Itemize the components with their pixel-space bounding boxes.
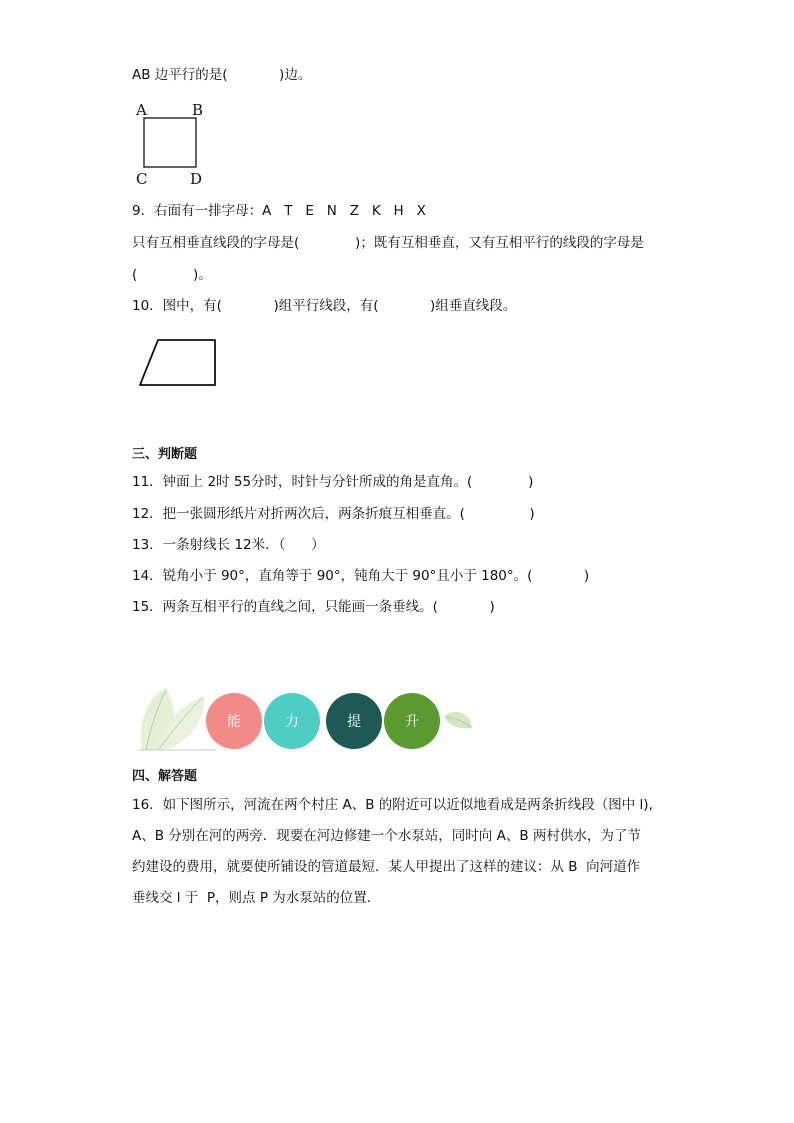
question-10: 10．图中，有( )组平行线段，有( )组垂直线段。 — [132, 298, 517, 314]
question-9-line3: ( )。 — [132, 267, 212, 283]
leaf-decoration-left — [136, 684, 216, 752]
banner-circle-2 — [264, 693, 320, 749]
question-12: 12．把一张圆形纸片对折两次后，两条折痕互相垂直。( ) — [132, 506, 535, 522]
banner-circle-3 — [326, 693, 382, 749]
question-13: 13．一条射线长 12米．（ ） — [132, 537, 325, 553]
trapezoid — [140, 340, 215, 385]
question-15: 15．两条互相平行的直线之间，只能画一条垂线。( ) — [132, 599, 495, 615]
banner-circle-1-text: 能 — [227, 714, 241, 730]
leaf-decoration-right — [442, 708, 474, 734]
question-9-line1: 9．右面有一排字母：A T E N Z K H X — [132, 203, 426, 219]
question-16-line4: 垂线交 l 于 P，则点 P 为水泵站的位置． — [132, 890, 381, 906]
label-a: A — [136, 101, 147, 119]
banner-circle-3-text: 提 — [347, 714, 361, 730]
square-figure — [132, 98, 212, 190]
question-8-tail: AB 边平行的是( )边。 — [132, 67, 312, 83]
question-16-line1: 16．如下图所示，河流在两个村庄 A、B 的附近可以近似地看成是两条折线段（图中 l), — [132, 797, 653, 813]
label-b: B — [192, 101, 204, 119]
banner-circle-4 — [384, 693, 440, 749]
ability-banner — [136, 684, 476, 754]
section-4-title: 四、解答题 — [132, 769, 198, 784]
question-9-line2: 只有互相垂直线段的字母是( )；既有互相垂直，又有互相平行的线段的字母是 — [132, 235, 644, 251]
question-16-line3: 约建设的费用，就要使所铺设的管道最短．某人甲提出了这样的建议：从 B 向河道作 — [132, 859, 641, 875]
label-d: D — [190, 170, 203, 188]
question-16-line2: A、B 分别在河的两旁．现要在河边修建一个水泵站，同时向 A、B 两村供水，为了节 — [132, 828, 641, 844]
banner-circle-1 — [206, 693, 262, 749]
square — [144, 118, 196, 167]
banner-circle-4-text: 升 — [405, 714, 419, 730]
section-3-title: 三、判断题 — [132, 447, 198, 462]
label-c: C — [136, 170, 148, 188]
banner-circle-2-text: 力 — [285, 714, 299, 730]
question-11: 11．钟面上 2时 55分时，时针与分针所成的角是直角。( ) — [132, 474, 534, 490]
question-14: 14．锐角小于 90°，直角等于 90°，钝角大于 90°且小于 180°。( ) — [132, 568, 590, 584]
trapezoid-figure — [138, 336, 220, 390]
